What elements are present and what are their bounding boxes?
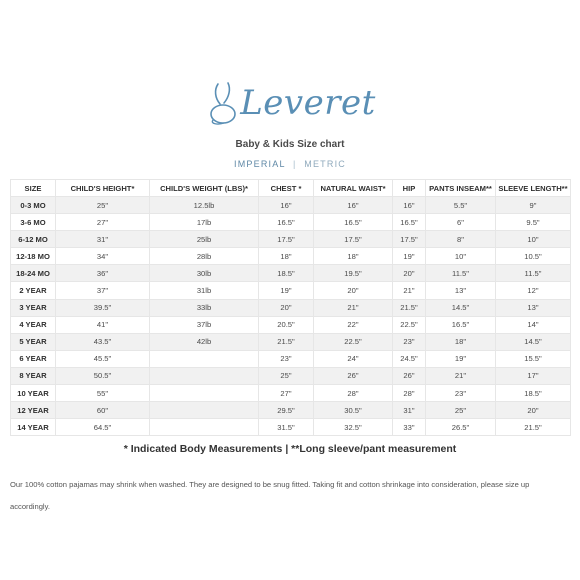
table-row	[11, 265, 571, 282]
cell-inseam: 6"	[426, 214, 496, 231]
chart-subtitle: Baby & Kids Size chart	[235, 139, 345, 150]
header-height: CHILD'S HEIGHT*	[56, 180, 150, 197]
table-body	[11, 197, 571, 436]
cell-hip: 17.5"	[393, 231, 426, 248]
cell-weight: 25lb	[150, 231, 259, 248]
table-row	[11, 402, 571, 419]
table-row	[11, 299, 571, 316]
header-waist: NATURAL WAIST*	[314, 180, 393, 197]
cell-chest: 27"	[259, 385, 314, 402]
cell-sleeve: 14"	[496, 316, 571, 333]
cell-chest: 19"	[259, 282, 314, 299]
cell-waist: 16.5"	[314, 214, 393, 231]
cell-inseam: 11.5"	[426, 265, 496, 282]
header-inseam: PANTS INSEAM**	[426, 180, 496, 197]
cell-waist: 32.5"	[314, 419, 393, 436]
table-row	[11, 385, 571, 402]
cell-height: 55"	[56, 385, 150, 402]
cell-hip: 22.5"	[393, 316, 426, 333]
measurement-note: * Indicated Body Measurements | **Long sleeve/pant measurement	[123, 443, 457, 455]
cell-chest: 17.5"	[259, 231, 314, 248]
cell-size: 3-6 MO	[11, 214, 56, 231]
table-row	[11, 419, 571, 436]
cell-waist: 17.5"	[314, 231, 393, 248]
cell-chest: 25"	[259, 367, 314, 384]
cell-waist: 24"	[314, 350, 393, 367]
cell-weight: 33lb	[150, 299, 259, 316]
cell-chest: 20"	[259, 299, 314, 316]
cell-sleeve: 20"	[496, 402, 571, 419]
cell-inseam: 19"	[426, 350, 496, 367]
table-row	[11, 367, 571, 384]
cell-size: 6 YEAR	[11, 350, 56, 367]
cell-inseam: 16.5"	[426, 316, 496, 333]
cell-waist: 18"	[314, 248, 393, 265]
cell-size: 0-3 MO	[11, 197, 56, 214]
cell-size: 6-12 MO	[11, 231, 56, 248]
cell-height: 31"	[56, 231, 150, 248]
cell-waist: 28"	[314, 385, 393, 402]
table-row	[11, 316, 571, 333]
cell-hip: 31"	[393, 402, 426, 419]
cell-weight	[150, 385, 259, 402]
cell-weight	[150, 419, 259, 436]
cell-size: 5 YEAR	[11, 333, 56, 350]
table-row	[11, 231, 571, 248]
cell-height: 50.5"	[56, 367, 150, 384]
cell-chest: 20.5"	[259, 316, 314, 333]
cell-size: 12-18 MO	[11, 248, 56, 265]
cell-size: 4 YEAR	[11, 316, 56, 333]
unit-metric-link[interactable]: METRIC	[304, 159, 346, 169]
cell-height: 43.5"	[56, 333, 150, 350]
cell-height: 64.5"	[56, 419, 150, 436]
cell-size: 12 YEAR	[11, 402, 56, 419]
cell-size: 3 YEAR	[11, 299, 56, 316]
unit-imperial-link[interactable]: IMPERIAL	[234, 159, 286, 169]
cell-inseam: 8"	[426, 231, 496, 248]
cell-size: 18-24 MO	[11, 265, 56, 282]
header-weight: CHILD'S WEIGHT (LBS)*	[150, 180, 259, 197]
cell-hip: 16"	[393, 197, 426, 214]
cell-sleeve: 11.5"	[496, 265, 571, 282]
brand-logo-group	[204, 80, 376, 126]
table-row	[11, 350, 571, 367]
cell-waist: 20"	[314, 282, 393, 299]
cell-chest: 23"	[259, 350, 314, 367]
cell-chest: 18"	[259, 248, 314, 265]
cell-chest: 21.5"	[259, 333, 314, 350]
table-row	[11, 214, 571, 231]
cell-height: 37"	[56, 282, 150, 299]
header-sleeve: SLEEVE LENGTH**	[496, 180, 571, 197]
cell-height: 41"	[56, 316, 150, 333]
cell-waist: 19.5"	[314, 265, 393, 282]
cell-height: 27"	[56, 214, 150, 231]
cell-inseam: 5.5"	[426, 197, 496, 214]
table-row	[11, 333, 571, 350]
cell-waist: 22"	[314, 316, 393, 333]
cell-inseam: 23"	[426, 385, 496, 402]
cell-weight: 30lb	[150, 265, 259, 282]
cell-sleeve: 17"	[496, 367, 571, 384]
cell-weight: 37lb	[150, 316, 259, 333]
cell-inseam: 10"	[426, 248, 496, 265]
cell-hip: 24.5"	[393, 350, 426, 367]
brand-name: Leveret	[240, 83, 376, 123]
header-size: SIZE	[11, 180, 56, 197]
cell-sleeve: 15.5"	[496, 350, 571, 367]
cell-hip: 33"	[393, 419, 426, 436]
unit-separator: |	[293, 159, 297, 169]
unit-switch	[0, 159, 580, 169]
cell-inseam: 14.5"	[426, 299, 496, 316]
cell-hip: 28"	[393, 385, 426, 402]
cell-sleeve: 14.5"	[496, 333, 571, 350]
size-chart-table	[10, 179, 571, 436]
cell-height: 36"	[56, 265, 150, 282]
cell-hip: 16.5"	[393, 214, 426, 231]
cell-height: 25"	[56, 197, 150, 214]
cell-inseam: 25"	[426, 402, 496, 419]
cell-hip: 26"	[393, 367, 426, 384]
cell-size: 8 YEAR	[11, 367, 56, 384]
cell-hip: 21"	[393, 282, 426, 299]
cell-hip: 19"	[393, 248, 426, 265]
cell-waist: 16"	[314, 197, 393, 214]
cell-inseam: 13"	[426, 282, 496, 299]
cell-waist: 22.5"	[314, 333, 393, 350]
cell-chest: 16.5"	[259, 214, 314, 231]
cell-weight: 28lb	[150, 248, 259, 265]
cell-size: 2 YEAR	[11, 282, 56, 299]
cell-weight: 12.5lb	[150, 197, 259, 214]
cell-waist: 26"	[314, 367, 393, 384]
cell-hip: 20"	[393, 265, 426, 282]
cell-waist: 21"	[314, 299, 393, 316]
header-chest: CHEST *	[259, 180, 314, 197]
bunny-icon	[204, 80, 244, 126]
table-row	[11, 197, 571, 214]
cell-height: 60"	[56, 402, 150, 419]
cell-sleeve: 9.5"	[496, 214, 571, 231]
cell-height: 45.5"	[56, 350, 150, 367]
cell-sleeve: 18.5"	[496, 385, 571, 402]
cell-inseam: 21"	[426, 367, 496, 384]
cell-height: 39.5"	[56, 299, 150, 316]
cell-weight: 17lb	[150, 214, 259, 231]
cell-weight	[150, 367, 259, 384]
table-row	[11, 282, 571, 299]
table-header-row	[11, 180, 571, 197]
cell-chest: 16"	[259, 197, 314, 214]
cell-size: 10 YEAR	[11, 385, 56, 402]
brand-logo	[0, 78, 580, 128]
cell-chest: 18.5"	[259, 265, 314, 282]
header-hip: HIP	[393, 180, 426, 197]
cell-height: 34"	[56, 248, 150, 265]
cell-hip: 23"	[393, 333, 426, 350]
cell-weight	[150, 350, 259, 367]
cell-sleeve: 12"	[496, 282, 571, 299]
shrinkage-disclaimer: Our 100% cotton pajamas may shrink when washed. They are designed to be snug fitted. Taking fit and cotton shrinkage into consideration, please size up accordingly.	[10, 480, 530, 511]
cell-hip: 21.5"	[393, 299, 426, 316]
cell-inseam: 26.5"	[426, 419, 496, 436]
cell-weight: 31lb	[150, 282, 259, 299]
cell-sleeve: 10"	[496, 231, 571, 248]
cell-sleeve: 21.5"	[496, 419, 571, 436]
cell-sleeve: 9"	[496, 197, 571, 214]
cell-weight: 42lb	[150, 333, 259, 350]
cell-chest: 29.5"	[259, 402, 314, 419]
cell-size: 14 YEAR	[11, 419, 56, 436]
cell-inseam: 18"	[426, 333, 496, 350]
cell-sleeve: 10.5"	[496, 248, 571, 265]
cell-sleeve: 13"	[496, 299, 571, 316]
cell-chest: 31.5"	[259, 419, 314, 436]
cell-waist: 30.5"	[314, 402, 393, 419]
cell-weight	[150, 402, 259, 419]
table-row	[11, 248, 571, 265]
